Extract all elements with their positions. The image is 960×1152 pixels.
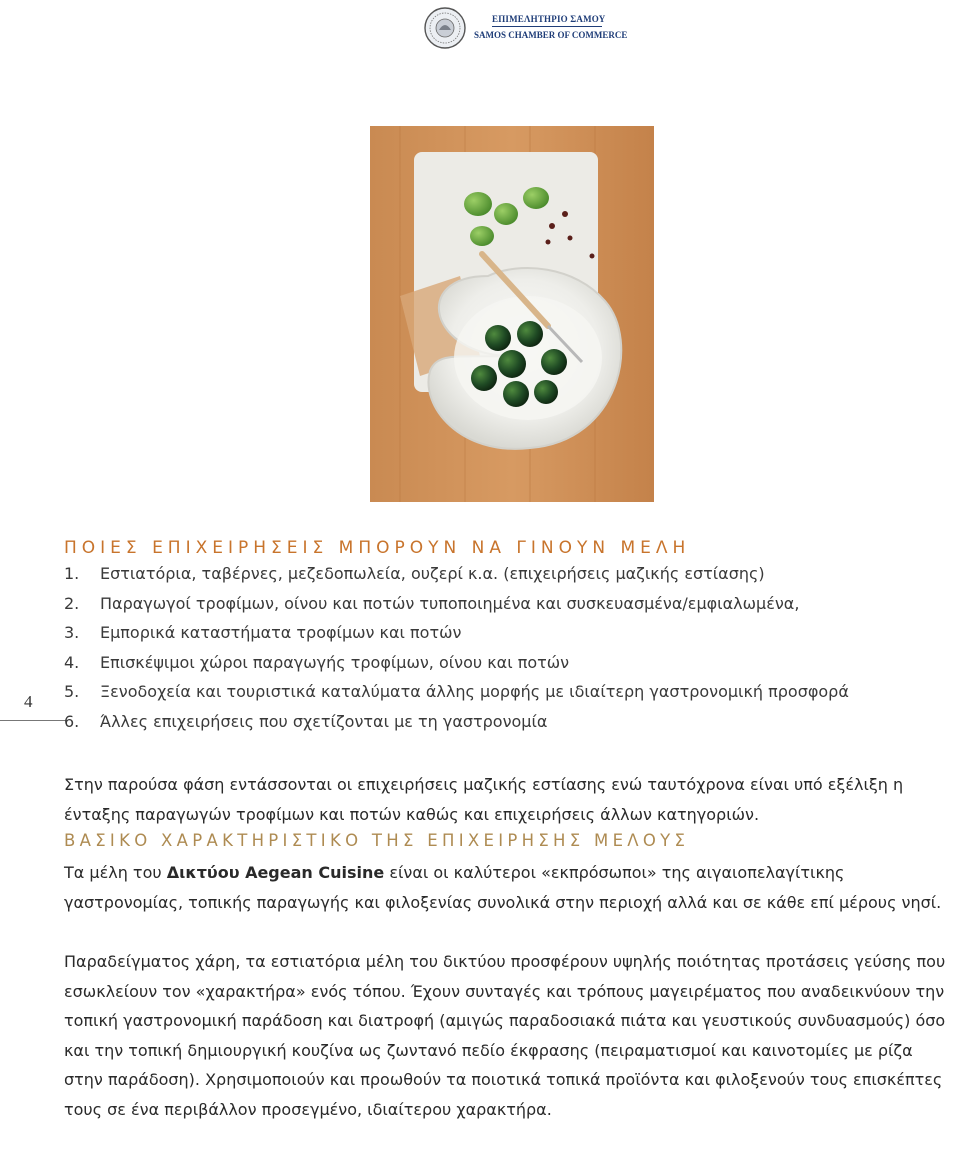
- list-text: Εστιατόρια, ταβέρνες, μεζεδοπωλεία, ουζερί κ.α. (επιχειρήσεις μαζικής εστίασης): [100, 564, 765, 583]
- list-number: 2.: [64, 593, 80, 613]
- paragraph-text-end: είναι οι καλύτεροι «εκπρόσωποι» της αιγαιοπελαγίτικης γαστρονομίας, τοπικής παραγωγής και φιλοξενίας συνολικά στην περιοχή αλλά και σε κάθε επί μέρους νησί.: [64, 863, 942, 912]
- brand-divider: [492, 26, 602, 27]
- restaurants-example-paragraph: Παραδείγματος χάρη, τα εστιατόρια μέλη του δικτύου προσφέρουν υψηλής ποιότητας προτάσεις γεύσης που εσωκλείουν τον «χαρακτήρα» ενός τόπου. Έχουν συνταγές και τρόπους μαγειρέματος που αναδεικνύουν την τοπική γαστρονομική παράδοση και διατροφή (αμιγώς παραδοσιακά πιάτα και γευστικούς συνδυασμούς) όσο και την τοπική δημιουργική κουζίνα ως ζωντανό πεδίο έκφρασης (πειραματισμοί και καινοτομίες με ρίζα στην παράδοση). Χρησιμοποιούν και προωθούν τα ποιοτικά τοπικά προϊόντα και φιλοξενούν τους επισκέπτες τους σε ένα περιβάλλον προσεγμένο, ιδιαίτερου χαρακτήρα.: [64, 952, 946, 1119]
- list-item: [64, 623, 849, 653]
- list-text: Άλλες επιχειρήσεις που σχετίζονται με τη γαστρονομία: [100, 711, 548, 731]
- chamber-seal-icon: [422, 6, 468, 50]
- list-number: 3.: [64, 623, 80, 643]
- member-characteristic-heading: ΒΑΣΙΚΟ ΧΑΡΑΚΤΗΡΙΣΤΙΚΟ ΤΗΣ ΕΠΙΧΕΙΡΗΣΗΣ ΜΕΛΟΥΣ: [64, 831, 690, 850]
- list-text: Παραγωγοί τροφίμων, οίνου και ποτών τυποποιημένα και συσκευασμένα/εμφιαλωμένα,: [100, 593, 800, 613]
- list-item: [64, 564, 849, 594]
- page-number: 4: [24, 692, 33, 711]
- list-number: 5.: [64, 682, 80, 702]
- figs-plate-photo: [370, 126, 654, 502]
- business-types-list: [64, 564, 849, 742]
- current-phase-paragraph: Στην παρούσα φάση εντάσσονται οι επιχειρήσεις μαζικής εστίασης ενώ ταυτόχρονα είναι υπό εξέλιξη η ένταξης παραγωγών τροφίμων και ποτών καθώς και επιχειρήσεις άλλων κατηγοριών.: [64, 775, 904, 824]
- list-number: 4.: [64, 652, 80, 672]
- list-item: [64, 712, 849, 742]
- network-name-bold: Δικτύου Aegean Cuisine: [166, 863, 385, 882]
- list-number: 1.: [64, 564, 80, 583]
- paragraph-text-start: Τα μέλη του: [64, 863, 167, 882]
- network-members-paragraph: [64, 858, 956, 917]
- list-item: [64, 653, 849, 683]
- page-number-rule: [0, 720, 66, 721]
- list-item: [64, 682, 849, 712]
- chamber-name-english: SAMOS CHAMBER OF COMMERCE: [474, 30, 628, 40]
- members-eligibility-heading: ΠΟΙΕΣ ΕΠΙΧΕΙΡΗΣΕΙΣ ΜΠΟΡΟΥΝ ΝΑ ΓΙΝΟΥΝ ΜΕΛΗ: [64, 538, 691, 558]
- list-text: Επισκέψιμοι χώροι παραγωγής τροφίμων, οίνου και ποτών: [100, 652, 570, 672]
- chamber-name-greek: ΕΠΙΜΕΛΗΤΗΡΙΟ ΣΑΜΟΥ: [492, 14, 606, 24]
- list-text: Ξενοδοχεία και τουριστικά καταλύματα άλλης μορφής με ιδιαίτερη γαστρονομική προσφορά: [100, 682, 849, 702]
- list-item: [64, 594, 849, 624]
- letterhead: [422, 6, 628, 48]
- list-text: Εμπορικά καταστήματα τροφίμων και ποτών: [100, 623, 462, 643]
- list-number: 6.: [64, 711, 80, 731]
